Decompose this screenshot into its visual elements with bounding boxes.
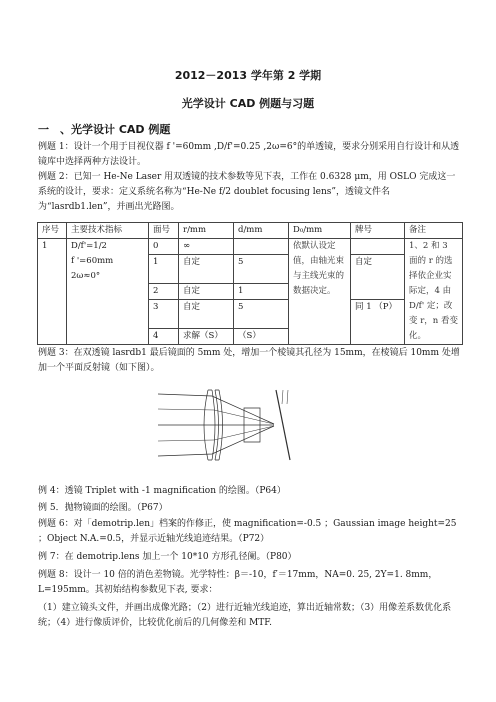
example-3-body: 例题 3：在双透镜 lasrdb1 最后镜面的 5mm 处，增加一个棱镜其孔径为 15mm，在棱镜后 10mm 处增加一个平面反射镜（如下图）。 xyxy=(38,348,460,373)
brand-cell: 自定 xyxy=(351,255,405,300)
thickness-cell: 5 xyxy=(234,300,289,329)
header-cell: 备注 xyxy=(405,223,463,239)
example-2-text: 例题 2：已知一 He-Ne Laser 用双透镜的技术参数等见下表，工作在 0.6328 μm，用 OSLO 完成这一系统的设计，要求：定义系统名称为“He-Ne f/2 doublet focusing lens”，透镜文件名为“lasrdb1.len”，并画出光路图。 xyxy=(38,172,456,212)
spec-cell xyxy=(67,239,149,345)
plane-mirror xyxy=(276,390,290,460)
example-7: 例 7：在 demotrip.lens 加上一个 10*10 方形孔径阑。（P80） xyxy=(38,552,297,562)
face-cell: 0 xyxy=(149,239,179,255)
example-8-requirements: （1）建立镜头文件，并画出成像光路；（2）进行近轴光线追迹，算出近轴常数；（3）用像差系数优化系统；（4）进行像质评价，比较优化前后的几何像差和 MTF. xyxy=(38,603,452,628)
header-cell: r/mm xyxy=(179,223,234,239)
example-1-text: 例题 1：设计一个用于目视仪器 f '=60mm ,D/f'=0.25 ,2ω=6°的单透镜，要求分别采用自行设计和从透镜库中选择两种方法设计。 xyxy=(38,142,460,167)
header-cell: 序号 xyxy=(38,223,67,239)
thickness-cell: 5 xyxy=(234,255,289,284)
remark-cell: 1、2 和 3 面的 r 的选择依企业实际定，4 由 D/f' 定；改变 r，n 看变化。 xyxy=(405,239,463,345)
radius-cell: 自定 xyxy=(179,300,234,329)
document-subtitle: 光学设计 CAD 例题与习题 xyxy=(181,97,315,110)
face-cell: 2 xyxy=(149,284,179,300)
header-cell: 牌号 xyxy=(351,223,405,239)
table-row xyxy=(38,239,463,255)
header-cell: 面号 xyxy=(149,223,179,239)
face-cell: 4 xyxy=(149,329,179,345)
spec-line: f '=60mm xyxy=(71,256,114,266)
header-cell: D₀/mm xyxy=(289,223,351,239)
radius-cell: ∞ xyxy=(179,239,234,255)
section-heading: 一 、光学设计 CAD 例题 xyxy=(38,123,171,136)
ray-bundle xyxy=(158,394,274,424)
brand-cell xyxy=(351,239,405,255)
spec-line: 2ω≈0° xyxy=(71,271,101,281)
face-cell: 3 xyxy=(149,300,179,329)
sequence-cell: 1 xyxy=(38,239,67,345)
aperture-cell: 依默认设定值，由轴光束与主线光束的数据决定。 xyxy=(289,239,351,345)
header-cell: d/mm xyxy=(234,223,289,239)
example-5: 例 5．抛物镜面的绘图。（P67） xyxy=(38,503,168,513)
thickness-cell: 1 xyxy=(234,284,289,300)
radius-cell: 自定 xyxy=(179,284,234,300)
table-header-row xyxy=(38,223,463,239)
radius-cell: 自定 xyxy=(179,255,234,284)
lens-parameter-table xyxy=(37,222,463,345)
radius-cell: 求解（S） xyxy=(179,329,234,345)
example-3-text xyxy=(38,346,462,376)
example-6: 例题 6：对「demotrip.len」档案的作修正，使 magnification=-0.5 ；Gaussian image height=25 ；Object N.A.=0.5，并显示近轴光线追迹结果。（P72） xyxy=(38,519,457,544)
face-cell: 1 xyxy=(149,255,179,284)
example-4: 例 4：透镜 Triplet with -1 magnification 的绘图。（P64） xyxy=(38,486,286,496)
header-cell: 主要技术指标 xyxy=(67,223,149,239)
thickness-cell xyxy=(234,239,289,255)
spec-line: D/f'=1/2 xyxy=(71,241,107,251)
brand-cell: 同 1 （P） xyxy=(351,300,405,345)
thickness-cell: （S） xyxy=(234,329,289,345)
document-term-title: 2012－2013 学年第 2 学期 xyxy=(174,69,322,82)
optical-layout-diagram xyxy=(156,384,296,466)
example-8: 例题 8：设计一 10 倍的消色差物镜。光学特性：β＝-10，f′＝17mm，NA=0. 25, 2Y=1. 8mm，L=195mm。其初始结构参数见下表, 要求： xyxy=(38,570,438,595)
